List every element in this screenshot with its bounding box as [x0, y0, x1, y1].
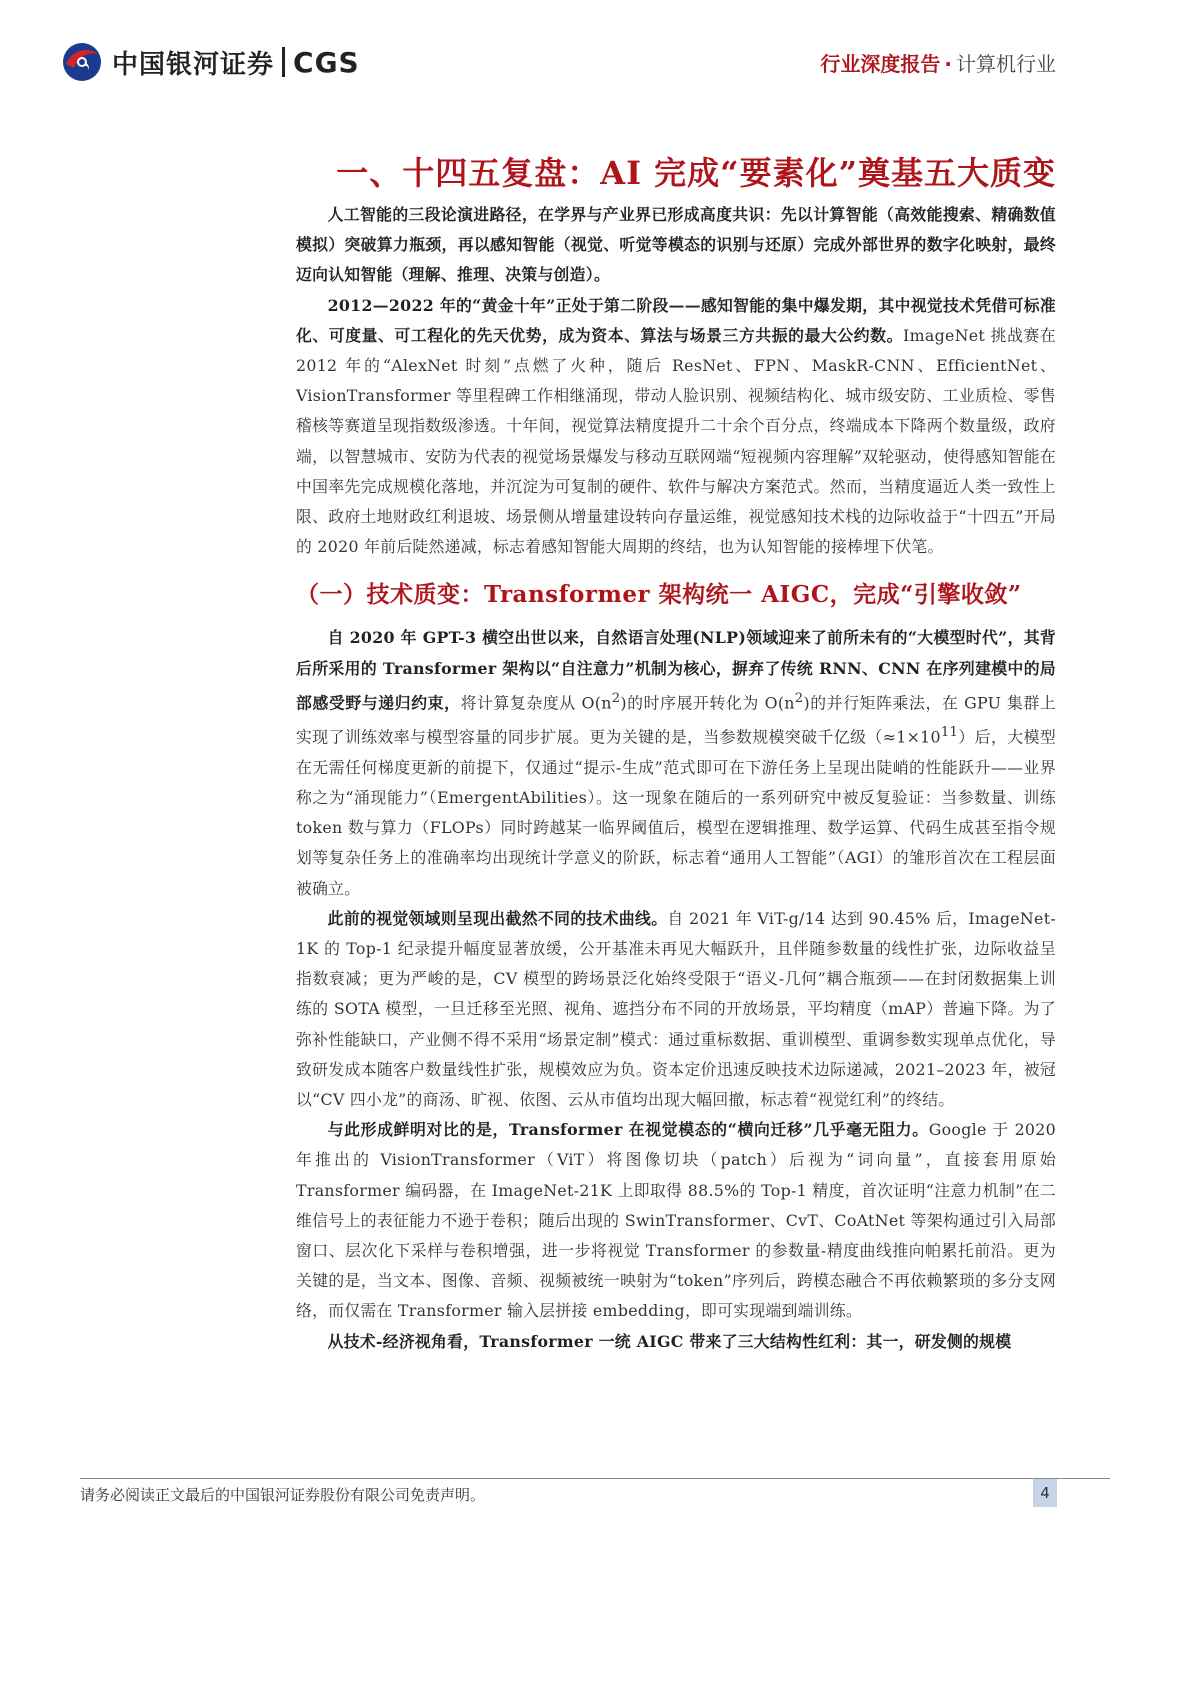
paragraph-vision-text: 自 2021 年 ViT-g/14 达到 90.45% 后，ImageNet-1K 的 Top-1 纪录提升幅度显著放缓，公开基准未再见大幅跃升，且伴随参数量的线性扩张，边际收益呈指数衰减；更为严峻的是，CV 模型的跨场景泛化始终受限于“语义-几何”耦合瓶颈——在封闭数据集上训练的 SOTA 模型，一旦迁移至光照、视角、遮挡分布不同的开放场景，平均精度（mAP）普遍下降。为了弥补性能缺口，产业侧不得不采用“场景定制”模式：通过重标数据、重训模型、重调参数实现单点优化，导致研发成本随客户数量线性扩张，规模效应为负。资本定价迅速反映技术边际递减，2021–2023 年，被冠以“CV 四小龙”的商汤、旷视、依图、云从市值均出现大幅回撤，标志着“视觉红利”的终结。 [296, 908, 1056, 1110]
paragraph-vit-bold: 与此形成鲜明对比的是，Transformer 在视觉模态的“横向迁移”几乎毫无阻力。 [327, 1120, 929, 1140]
paragraph-transformer-text-b: )的时序展开转化为 O(n [620, 693, 795, 713]
report-type: 行业深度报告 [820, 52, 941, 76]
company-logo[interactable] [62, 40, 360, 84]
logo-english-name: CGS [293, 45, 360, 79]
footer-disclaimer: 请务必阅读正文最后的中国银河证券股份有限公司免责声明。 [80, 1486, 486, 1504]
superscript-3: 11 [940, 725, 959, 741]
paragraph-transformer-text-c: )的并行矩阵乘法，在 GPU 集群上实现了训练效率与模型容量的同步扩展。更为关键的是，当参数规模突破千亿级（≈1×10 [296, 693, 1056, 747]
paragraph-economics-bold: 从技术-经济视角看，Transformer 一统 AIGC 带来了三大结构性红利：其一，研发侧的规模 [327, 1331, 1012, 1351]
subsection-title: （一）技术质变：Transformer 架构统一 AIGC，完成“引擎收敛” [296, 581, 1022, 609]
paragraph-intro-1-bold: 人工智能的三段论演进路径，在学界与产业界已形成高度共识：先以计算智能（高效能搜索、精确数值模拟）突破算力瓶颈，再以感知智能（视觉、听觉等模态的识别与还原）完成外部世界的数字化映射，最终迈向认知智能（理解、推理、决策与创造）。 [296, 205, 1056, 285]
paragraph-vision [296, 904, 1056, 1115]
paragraph-vit [296, 1115, 1056, 1326]
paragraph-intro-2-text: ImageNet 挑战赛在 2012 年的“AlexNet 时刻”点燃了火种，随后 ResNet、FPN、MaskR-CNN、EfficientNet、VisionTransformer 等里程碑工作相继涌现，带动人脸识别、视频结构化、城市级安防、工业质检、零售稽核等赛道呈现指数级渗透。十年间，视觉算法精度提升二十余个百分点，终端成本下降两个数量级，政府端，以智慧城市、安防为代表的视觉场景爆发与移动互联网端“短视频内容理解”双轮驱动，使得感知智能在中国率先完成规模化落地，并沉淀为可复制的硬件、软件与解决方案范式。然而，当精度逼近人类一致性上限、政府土地财政红利退坡、场景侧从增量建设转向存量运维，视觉感知技术栈的边际收益于“十四五”开局的 2020 年前后陡然递减，标志着感知智能大周期的终结，也为认知智能的接棒埋下伏笔。 [296, 325, 1056, 557]
paragraph-intro-1 [296, 200, 1056, 291]
paragraph-intro-2 [296, 291, 1056, 563]
section-title: 一、十四五复盘：AI 完成“要素化”奠基五大质变 [336, 154, 1056, 192]
logo-chinese-name: 中国银河证券 [112, 49, 275, 80]
article-body [296, 140, 1056, 1357]
superscript-2: 2 [794, 690, 804, 706]
paragraph-intro-2-bold: 2012—2022 年的“黄金十年”正处于第二阶段——感知智能的集中爆发期，其中视觉技术凭借可标准化、可度量、可工程化的先天优势，成为资本、算法与场景三方共振的最大公约数。 [296, 295, 1056, 345]
page-header [0, 0, 1190, 120]
page-number: 4 [1033, 1479, 1057, 1507]
paragraph-economics [296, 1327, 1056, 1357]
paragraph-vit-text: Google 于 2020 年推出的 VisionTransformer（ViT）将图像切块（patch）后视为“词向量”，直接套用原始 Transformer 编码器，在 ImageNet-21K 上即取得 88.5%的 Top-1 精度，首次证明“注意力机制”在二维信号上的表征能力不逊于卷积；随后出现的 SwinTransformer、CvT、CoAtNet 等架构通过引入局部窗口、层次化下采样与卷积增强，进一步将视觉 Transformer 的参数量-精度曲线推向帕累托前沿。更为关键的是，当文本、图像、音频、视频被统一映射为“token”序列后，跨模态融合不再依赖繁琐的多分支网络，而仅需在 Transformer 输入层拼接 embedding，即可实现端到端训练。 [296, 1120, 1056, 1321]
paragraph-transformer [296, 623, 1056, 903]
paragraph-vision-bold: 此前的视觉领域则呈现出截然不同的技术曲线。 [327, 908, 668, 928]
industry-label: 计算机行业 [956, 52, 1056, 76]
header-separator: · [944, 52, 952, 76]
footer-divider [80, 1478, 1110, 1479]
paragraph-transformer-bold: 自 2020 年 GPT-3 横空出世以来，自然语言处理(NLP)领域迎来了前所未有的“大模型时代”，其背后所采用的 Transformer 架构以“自注意力”机制为核心，摒弃了传统 RNN、CNN 在序列建模中的局部感受野与递归约束， [296, 628, 1056, 713]
logo-divider [282, 47, 285, 77]
paragraph-transformer-text-a: 将计算复杂度从 O(n [460, 693, 612, 713]
cgs-logo-icon [62, 42, 102, 82]
report-category [820, 48, 1056, 77]
paragraph-transformer-text-d: ）后，大模型在无需任何梯度更新的前提下，仅通过“提示-生成”范式即可在下游任务上呈现出陡峭的性能跃升——业界称之为“涌现能力”（EmergentAbilities）。这一现象在随后的一系列研究中被反复验证：当参数量、训练 token 数与算力（FLOPs）同时跨越某一临界阈值后，模型在逻辑推理、数学运算、代码生成甚至指令规划等复杂任务上的准确率均出现统计学意义的阶跃，标志着“通用人工智能”（AGI）的雏形首次在工程层面被确立。 [296, 727, 1056, 898]
superscript-1: 2 [611, 690, 621, 706]
